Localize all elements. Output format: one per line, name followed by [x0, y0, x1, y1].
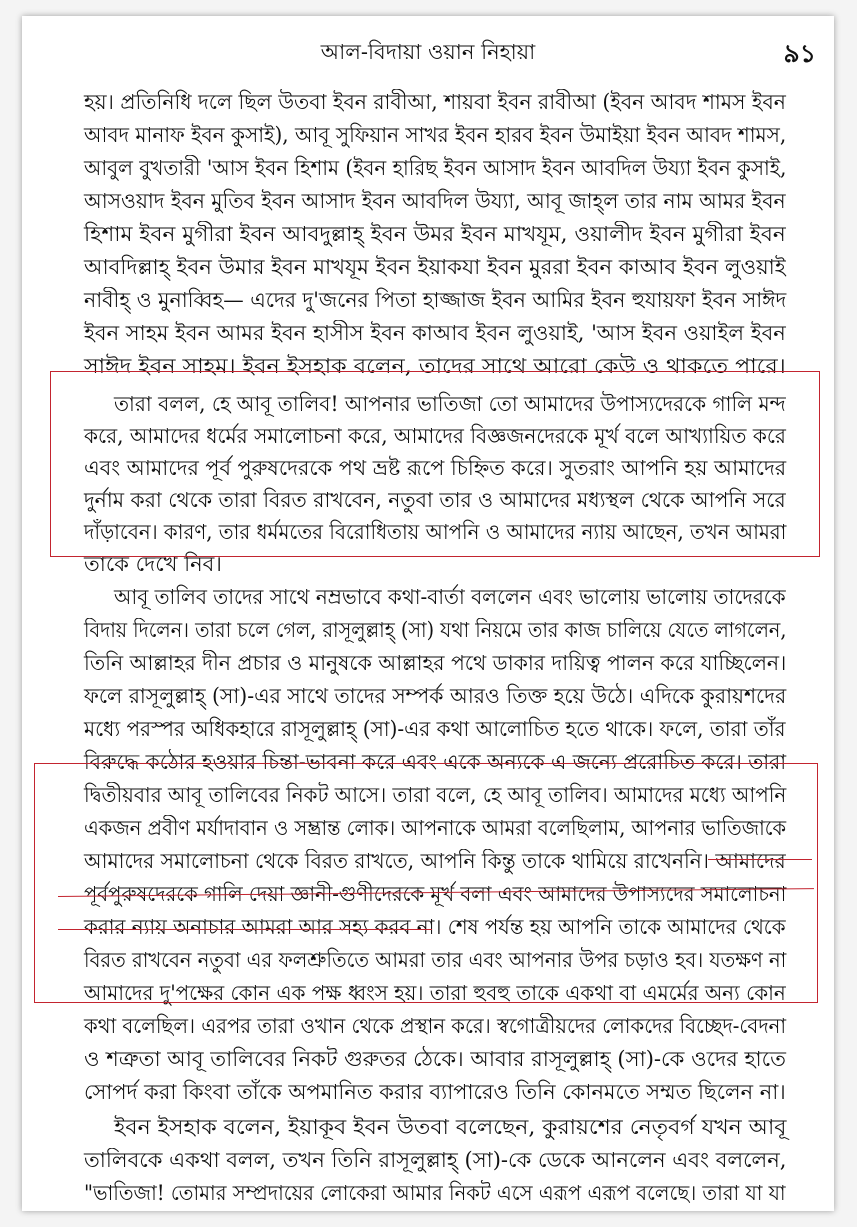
text-line: তাকে দেখে নিব। [84, 552, 222, 576]
text-line: এবং আমাদের পূর্ব পুরুষদেরকে পথ ভ্রষ্ট রূপে চিহ্নিত করে। সুতরাং আপনি হয় আমাদের [84, 456, 787, 480]
text-line: হয়। প্রতিনিধি দলে ছিল উতবা ইবন রাবীআ, শায়বা ইবন রাবীআ (ইবন আবদ শামস ইবন [84, 90, 786, 114]
text-line: দাঁড়াবেন। কারণ, তার ধর্মমতের বিরোধিতায় আপনি ও আমাদের ন্যায় আছেন, তখন আমরা [84, 520, 787, 544]
underline-annotation [708, 859, 812, 860]
running-title: আল-বিদায়া ওয়ান নিহায়া [320, 40, 536, 64]
page-header [22, 34, 834, 68]
text-line: তারা বলল, হে আবূ তালিব! আপনার ভাতিজা তো আমাদের উপাস্যদেরকে গালি মন্দ [114, 392, 786, 416]
highlight-box-2 [34, 763, 818, 1003]
text-line: ইবন সাহম ইবন আমর ইবন হাসীস ইবন কাআব ইবন লুওয়াই, 'আস ইবন ওয়াইল ইবন [84, 321, 786, 345]
book-page [22, 16, 834, 1211]
text-line: একজন প্রবীণ মর্যাদাবান ও সম্ভ্রান্ত লোক। আপনাকে আমরা বলেছিলাম, আপনার ভাতিজাকে [84, 816, 787, 840]
text-line: "ভাতিজা! তোমার সম্প্রদায়ের লোকেরা আমার নিকট এসে এরূপ এরূপ বলেছে। তারা যা যা [84, 1181, 786, 1205]
text-line: আবদিল্লাহ্‌ ইবন উমার ইবন মাখযূম ইবন ইয়াকযা ইবন মুররা ইবন কাআব ইবন লুওয়াই [84, 255, 786, 279]
text-line: দ্বিতীয়বার আবূ তালিবের নিকট আসে। তারা বলে, হে আবূ তালিব। আমাদের মধ্যে আপনি [84, 783, 787, 807]
page-number: ৯১ [783, 39, 816, 68]
text-line: ও শত্রুতা আবূ তালিবের নিকট গুরুতর ঠেকে। আবার রাসূলুল্লাহ্‌ (সা)-কে ওদের হাতে [84, 1047, 786, 1071]
text-line: তিনি আল্লাহর দীন প্রচার ও মানুষকে আল্লাহর পথে ডাকার দায়িত্ব পালন করে যাচ্ছিলেন। [84, 651, 787, 675]
text-line: বিদায় দিলেন। তারা চলে গেল, রাসূলুল্লাহ্‌ (সা) যথা নিয়মে তার কাজ চালিয়ে যেতে লাগলেন, [84, 618, 787, 642]
highlight-box-1 [50, 371, 820, 557]
text-line: আমাদের সমালোচনা থেকে বিরত রাখতে, আপনি কিন্তু তাকে থামিয়ে রাখেননি। আমাদের [84, 849, 786, 873]
text-line: আমাদের দু'পক্ষের কোন এক পক্ষ ধ্বংস হয়। তারা হুবহু তাকে একথা বা এমর্মের অন্য কোন [84, 981, 786, 1005]
text-line: পূর্বপুরুষদেরকে গালি দেয়া জ্ঞানী-গুণীদেরকে মূর্খ বলা এবং আমাদের উপাস্যদের সমালোচনা [84, 882, 787, 906]
text-line: বিরত রাখবেন নতুবা এর ফলশ্রুতিতে আমরা তার এবং আপনার উপর চড়াও হব। যতক্ষণ না [84, 948, 787, 972]
text-line: সোপর্দ করা কিংবা তাঁকে অপমানিত করার ব্যাপারেও তিনি কোনমতে সম্মত ছিলেন না। [84, 1080, 786, 1104]
text-line: আবদ মানাফ ইবন কুসাই), আবূ সুফিয়ান সাখর ইবন হারব ইবন উমাইয়া ইবন আবদ শামস, [84, 123, 787, 147]
text-line: বিরুদ্ধে কঠোর হওয়ার চিন্তা-ভাবনা করে এবং একে অন্যকে এ জন্যে প্ররোচিত করে। তারা [84, 750, 787, 774]
text-line: দুর্নাম করা থেকে তারা বিরত রাখবেন, নতুবা তার ও আমাদের মধ্যস্থল থেকে আপনি সরে [84, 488, 786, 512]
text-line: কথা বলেছিল। এরপর তারা ওখান থেকে প্রস্থান করে। স্বগোত্রীয়দের লোকদের বিচ্ছেদ-বেদনা [84, 1014, 787, 1038]
text-line: করে, আমাদের ধর্মের সমালোচনা করে, আমাদের বিজ্ঞজনদেরকে মূর্খ বলে আখ্যায়িত করে [84, 424, 786, 448]
text-line: করার ন্যায় অনাচার আমরা আর সহ্য করব না। শেষ পর্যন্ত হয় আপনি তাকে আমাদের থেকে [84, 915, 786, 939]
text-line: ইবন ইসহাক বলেন, ইয়াকূব ইবন উতবা বলেছেন, কুরায়শের নেতৃবর্গ যখন আবূ [114, 1115, 787, 1139]
text-line: হিশাম ইবন মুগীরা ইবন আবদুল্লাহ্‌ ইবন উমর ইবন মাখযূম, ওয়ালীদ ইবন মুগীরা ইবন [84, 222, 786, 246]
text-line: সাঈদ ইবন সাহম। ইবন ইসহাক বলেন, তাদের সাথে আরো কেউ ও থাকতে পারে। [84, 354, 786, 378]
text-line: মধ্যে পরস্পর অধিকহারে রাসূলুল্লাহ্‌ (সা)-এর কথা আলোচিত হতে থাকে। ফলে, তারা তাঁর [84, 717, 786, 741]
text-line: তালিবকে একথা বলল, তখন তিনি রাসূলুল্লাহ্‌ (সা)-কে ডেকে আনলেন এবং বললেন, [84, 1148, 787, 1172]
underline-annotation [58, 929, 432, 930]
text-line: আসওয়াদ ইবন মুতিব ইবন আসাদ ইবন আবদিল উয্যা, আবূ জাহ্‌ল তার নাম আমর ইবন [84, 189, 786, 213]
text-line: আবুল বুখতারী 'আস ইবন হিশাম (ইবন হারিছ ইবন আসাদ ইবন আবদিল উয্যা ইবন কুসাই, [84, 156, 787, 180]
text-line: আবূ তালিব তাদের সাথে নম্রভাবে কথা-বার্তা বললেন এবং ভালোয় ভালোয় তাদেরকে [114, 585, 786, 609]
text-line: ফলে রাসূলুল্লাহ্‌ (সা)-এর সাথে তাদের সম্পর্ক আরও তিক্ত হয়ে উঠে। এদিকে কুরায়শদের [84, 684, 787, 708]
text-line: নাবীহ্‌ ও মুনাব্বিহ— এদের দু'জনের পিতা হাজ্জাজ ইবন আমির ইবন হুযায়ফা ইবন সাঈদ [84, 288, 787, 312]
